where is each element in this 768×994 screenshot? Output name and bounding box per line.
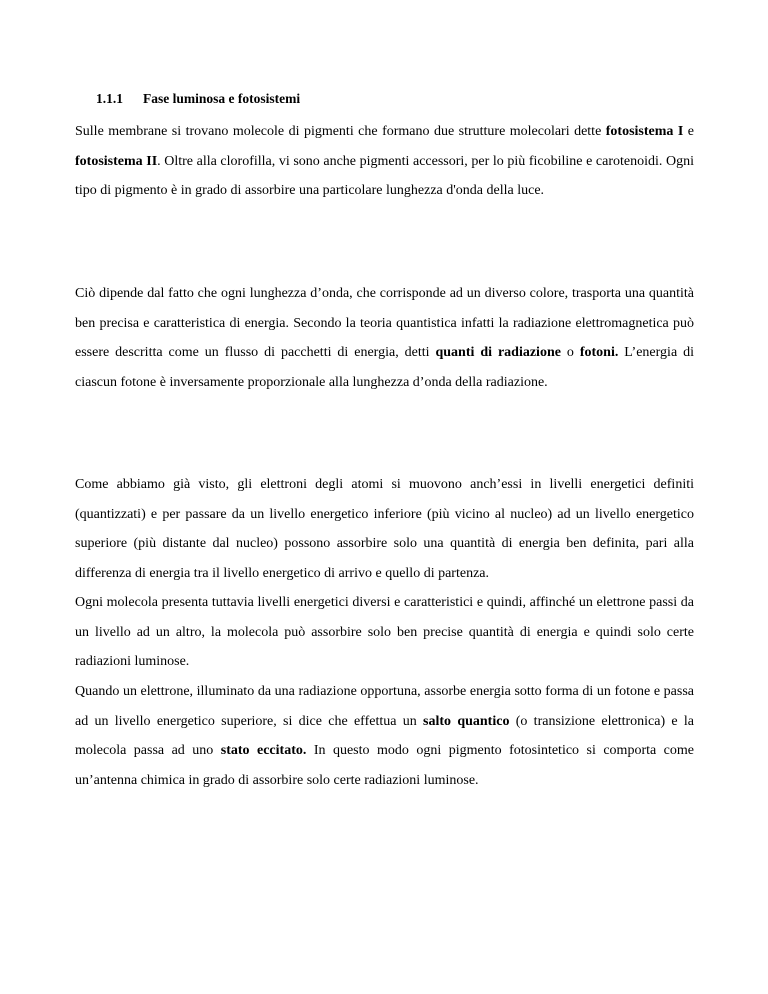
bold-term-salto-quantico: salto quantico — [423, 713, 510, 729]
bold-term-stato-eccitato: stato eccitato. — [220, 743, 307, 759]
section-heading — [96, 91, 300, 107]
section-number: 1.1.1 — [96, 91, 123, 106]
text-run: Sulle membrane si trovano molecole di pigmenti che formano due strutture molecolari dette — [75, 124, 606, 139]
section-title: Fase luminosa e fotosistemi — [143, 91, 301, 106]
text-run: L’energia di ciascun fotone è inversamente proporzionale alla lunghezza d’onda della radiazione. — [75, 345, 694, 390]
text-run: e — [683, 124, 694, 139]
bold-term-fotosistema-i: fotosistema I — [605, 124, 684, 139]
bold-term-fotosistema-ii: fotosistema II — [75, 153, 158, 169]
paragraph-fotosistemi — [75, 117, 694, 206]
text-run: In questo modo ogni pigmento fotosintetico si comporta come un’antenna chimica in grado di assorbire solo certe radiazioni luminose. — [75, 743, 694, 788]
paragraph-elettroni — [75, 470, 694, 588]
bold-term-fotoni: fotoni. — [579, 345, 619, 361]
text-run: . Oltre alla clorofilla, vi sono anche pigmenti accessori, per lo più ficobiline e carotenoidi. Ogni tipo di pigmento è in grado di assorbire una particolare lunghezza d'onda della luce. — [75, 153, 694, 199]
paragraph-molecola — [75, 588, 694, 677]
text-run: Ogni molecola presenta tuttavia livelli energetici diversi e caratteristici e quindi, affinché un elettrone passi da un livello ad un altro, la molecola può assorbire solo ben precise quantità di energia e quindi solo certe radiazioni luminose. — [75, 595, 694, 670]
text-run: Ciò dipende dal fatto che ogni lunghezza d’onda, che corrisponde ad un diverso colore, trasporta una quantità ben precisa e caratteristica di energia. Secondo la teoria quantistica infatti la radiazione elettromagnetica può essere descritta come un flusso di pacchetti di energia, detti — [75, 286, 694, 361]
text-run: Come abbiamo già visto, gli elettroni degli atomi si muovono anch’essi in livelli energetici definiti (quantizzati) e per passare da un livello energetico inferiore (più vicino al nucleo) ad un livello energetico superiore (più distante dal nucleo) possono assorbire solo una quantità di energia ben definita, pari alla differenza di energia tra il livello energetico di arrivo e quello di partenza. — [75, 477, 694, 581]
paragraph-lunghezza-onda — [75, 279, 694, 397]
text-run: o — [560, 345, 580, 361]
text-run: Quando un elettrone, illuminato da una radiazione opportuna, assorbe energia sotto forma di un fotone e passa ad un livello energetico superiore, si dice che effettua un — [75, 684, 694, 729]
bold-term-quanti-di-radiazione: quanti di radiazione — [435, 345, 561, 361]
paragraph-salto-quantico — [75, 677, 694, 795]
text-run: (o transizione elettronica) e la molecola passa ad uno — [75, 713, 695, 759]
